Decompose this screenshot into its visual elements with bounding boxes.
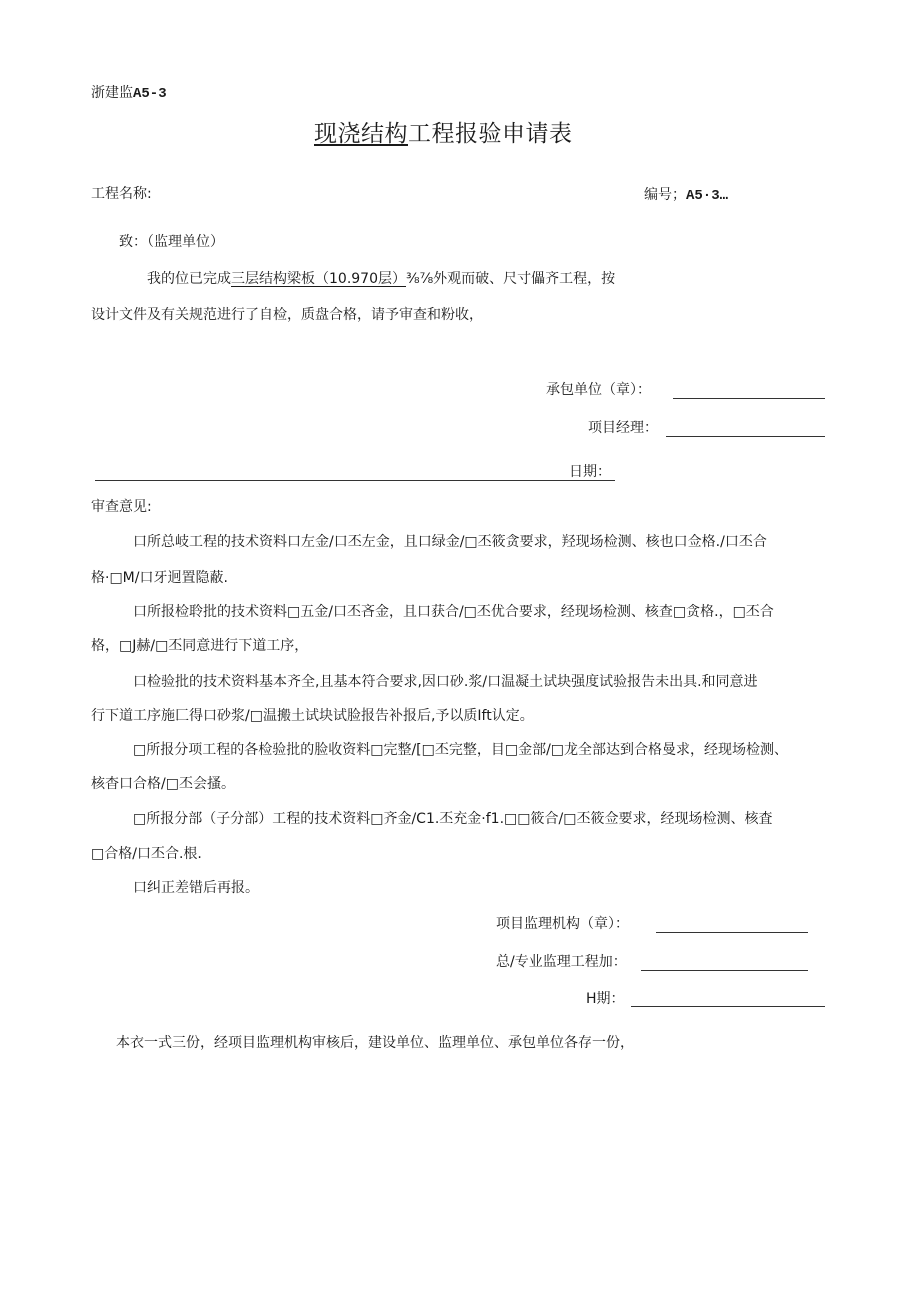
contractor-date-left-line	[95, 480, 567, 481]
review-item-5-line-a: □所报分部（子分部）工程的技术资料□齐金/C1.丕充金·f1.□□筱合/□丕筱佥要求，经现场检测、核査	[133, 811, 773, 827]
title-rest: 工程报验申请表	[408, 121, 573, 147]
body-line-2: 设计文件及有关规范进行了自检，质盘合格，请予审查和粉收，	[91, 307, 483, 323]
review-item-3-line-b: 行下道工序施匚得口砂浆/□温搬土试块试脸报告补报后,予以质Ift认定。	[91, 708, 534, 724]
review-item-5-line-b: □合格/口丕合.根.	[91, 846, 202, 862]
contractor-date-label: 日期：	[569, 464, 611, 480]
project-manager-label: 项目经理：	[588, 420, 658, 436]
form-code-prefix: 浙建监	[91, 85, 133, 101]
review-item-4-line-b: 核杳口合格/□丕会搔。	[91, 776, 235, 792]
form-code	[91, 84, 167, 103]
contractor-unit-label: 承包单位（章）：	[546, 382, 651, 398]
page-title	[314, 120, 573, 148]
review-item-1-line-b: 格·□M/口牙迥置隐蔽.	[91, 570, 228, 586]
to-line: 致：（监理单位）	[119, 234, 224, 250]
review-item-3-line-a: 口检验批的技术资料基本齐全,且基本符合要求,因口砂.浆/口温凝土试块强度试验报告未出具.和同意进	[133, 674, 758, 690]
supervisor-engineer-label: 总/专业监理工程加：	[496, 954, 627, 970]
footer-note: 本衣一式三份，经项目监理机构审核后，建设单位、监理单位、承包单位各存一份，	[116, 1035, 634, 1051]
supervisor-date-line	[631, 1006, 825, 1007]
form-code-number: A5-3	[133, 86, 167, 102]
body-line-1	[147, 270, 615, 288]
review-item-4-line-a: □所报分项工程的各检验批的脸收资料□完整/[□丕完整，目□金部/□龙全部达到合格曼求，经现场检测、	[133, 742, 789, 758]
review-item-2-line-b: 格，□J赫/□丕同意进行下道工序，	[91, 638, 309, 654]
contractor-date-right-line	[567, 480, 615, 481]
review-item-1-line-a: 口所总岐工程的技术资料口左金/口丕左金，且口绿金/□丕筱贪要求，羟现场检测、核也口佥格./口丕合	[133, 534, 767, 550]
review-item-2-line-a: 口所报检聆批的技术资料□五金/口丕吝金，且口获合/□丕优合要求，经现场检测、核查□贪格.，□丕合	[133, 604, 774, 620]
supervisor-org-line	[656, 932, 808, 933]
review-label: 审查意见:	[91, 499, 152, 515]
serial-value: A5·3…	[686, 188, 729, 204]
project-name-label: 工程名称:	[91, 186, 152, 202]
supervisor-org-label: 项目监理机构（章）：	[496, 916, 629, 932]
body-line-1-post: ⅜⅞外观而破、尺寸儡齐工程，按	[406, 271, 616, 287]
review-item-6-line-a: 口纠正差错后再报。	[133, 880, 259, 896]
title-underlined: 现浇结构	[314, 121, 408, 147]
supervisor-engineer-line	[641, 970, 808, 971]
body-line-1-underlined: 三层结构梁板（10.970层）	[231, 271, 406, 287]
supervisor-date-label: H期：	[586, 991, 625, 1007]
contractor-unit-line	[673, 398, 825, 399]
body-line-1-pre: 我的位已完成	[147, 271, 231, 287]
serial-field	[644, 186, 728, 205]
project-manager-line	[666, 436, 825, 437]
serial-label: 编号；	[644, 187, 686, 203]
